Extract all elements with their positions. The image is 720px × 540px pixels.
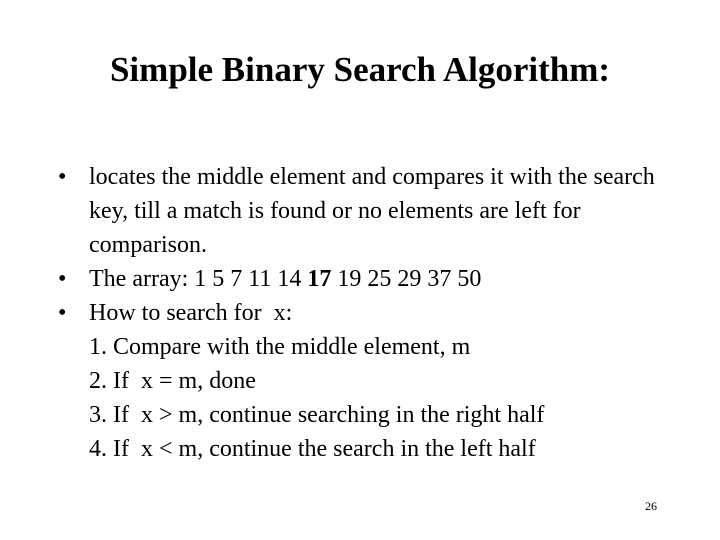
bullet-item-search-steps xyxy=(58,296,678,466)
step-item: 1. Compare with the middle element, m xyxy=(89,334,471,360)
slide-title: Simple Binary Search Algorithm: xyxy=(109,50,611,89)
bullet-item-description xyxy=(58,160,678,262)
array-highlighted-middle-value: 17 xyxy=(307,266,332,292)
bullet-text: locates the middle element and compares it with the search key, till a match is found or no elements are left for comparison. xyxy=(89,164,655,258)
bullet-marker: • xyxy=(58,300,67,326)
array-suffix: 19 25 29 37 50 xyxy=(331,266,482,292)
array-prefix: The array: 1 5 7 11 14 xyxy=(89,266,308,292)
step-item: 3. If x > m, continue searching in the right half xyxy=(89,402,545,428)
bullet-marker: • xyxy=(58,164,67,190)
bullet-text: How to search for x: xyxy=(89,300,293,326)
bullet-list xyxy=(58,160,678,466)
step-item: 2. If x = m, done xyxy=(89,368,256,394)
page-number: 26 xyxy=(645,499,657,513)
step-item: 4. If x < m, continue the search in the left half xyxy=(89,436,536,462)
step-list xyxy=(89,330,678,466)
bullet-item-array xyxy=(58,262,678,296)
bullet-marker: • xyxy=(58,266,67,292)
array-line xyxy=(89,262,678,296)
